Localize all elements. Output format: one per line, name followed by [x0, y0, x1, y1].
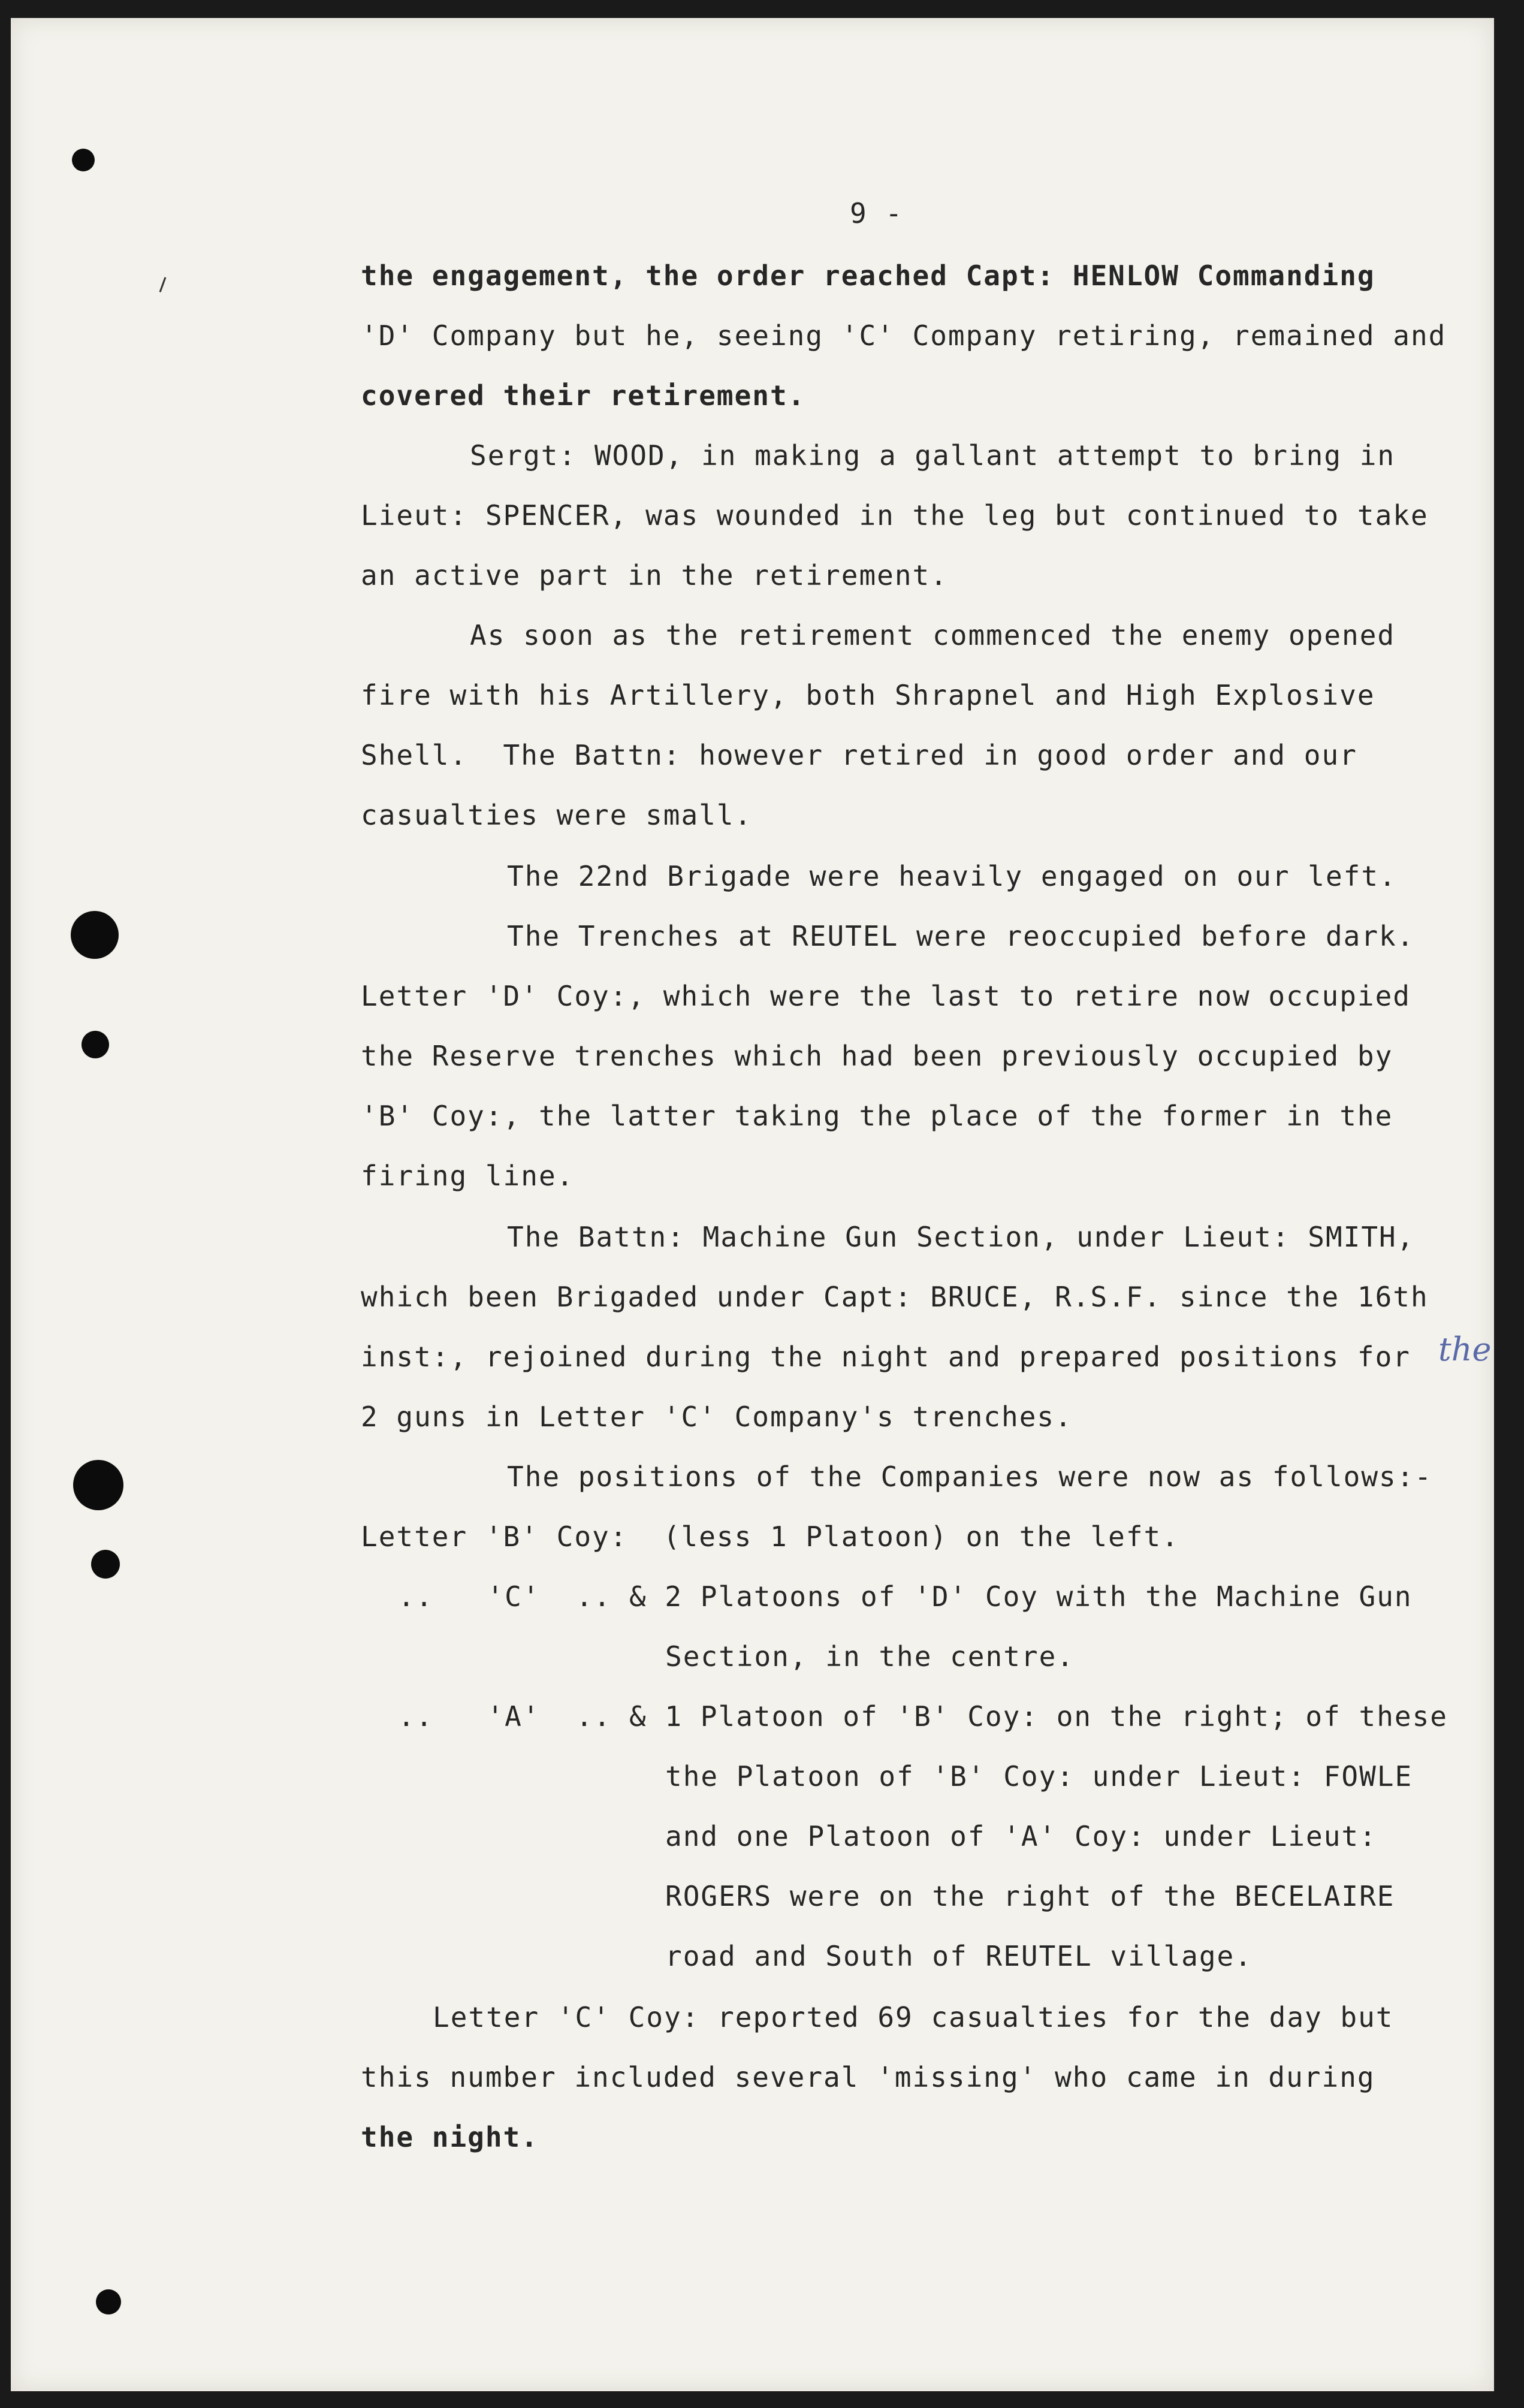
text-line: The positions of the Companies were now as follows:- — [507, 1461, 1433, 1493]
text-line: fire with his Artillery, both Shrapnel and High Explosive — [361, 679, 1375, 711]
text-line: casualties were small. — [361, 799, 753, 831]
handwritten-insert: the — [1438, 1330, 1492, 1368]
text-line: 'B' Coy:, the latter taking the place of the former in the — [361, 1100, 1393, 1132]
text-line: covered their retirement. — [361, 379, 806, 412]
text-line: the engagement, the order reached Capt: HENLOW Commanding — [361, 259, 1375, 292]
text-line: Letter 'B' Coy: (less 1 Platoon) on the left. — [361, 1520, 1179, 1553]
text-line: 'D' Company but he, seeing 'C' Company retiring, remained and — [361, 319, 1447, 352]
text-line: Letter 'C' Coy: reported 69 casualties for the day but — [433, 2001, 1394, 2033]
text-line: firing line. — [361, 1160, 575, 1192]
text-line: The Battn: Machine Gun Section, under Lieut: SMITH, — [507, 1221, 1415, 1253]
text-line: the Reserve trenches which had been previously occupied by — [361, 1040, 1393, 1072]
punch-hole — [82, 1031, 109, 1058]
document-page — [11, 18, 1494, 2391]
text-line: Lieut: SPENCER, was wounded in the leg but continued to take — [361, 499, 1429, 532]
text-line: an active part in the retirement. — [361, 559, 948, 592]
page-number: 9 - — [850, 197, 904, 230]
text-line: the Platoon of 'B' Coy: under Lieut: FOWLE — [665, 1760, 1413, 1793]
punch-hole — [96, 2289, 121, 2315]
text-line: Sergt: WOOD, in making a gallant attempt to bring in — [470, 439, 1396, 472]
text-line: The 22nd Brigade were heavily engaged on our left. — [507, 860, 1397, 892]
text-line: As soon as the retirement commenced the enemy opened — [470, 619, 1396, 651]
text-line: .. 'A' .. & 1 Platoon of 'B' Coy: on the right; of these — [398, 1700, 1448, 1733]
text-line: Shell. The Battn: however retired in good order and our — [361, 739, 1357, 771]
pencil-mark — [159, 277, 167, 292]
text-line: this number included several 'missing' who came in during — [361, 2061, 1375, 2093]
text-line: inst:, rejoined during the night and prepared positions for — [361, 1341, 1411, 1373]
text-line: 2 guns in Letter 'C' Company's trenches. — [361, 1401, 1073, 1433]
text-line: road and South of REUTEL village. — [665, 1940, 1253, 1972]
punch-hole — [72, 149, 95, 171]
text-line: the night. — [361, 2121, 539, 2153]
text-line: Section, in the centre. — [665, 1640, 1075, 1673]
text-line: ROGERS were on the right of the BECELAIRE — [665, 1880, 1395, 1912]
text-line: and one Platoon of 'A' Coy: under Lieut: — [665, 1820, 1377, 1852]
text-line: Letter 'D' Coy:, which were the last to retire now occupied — [361, 980, 1411, 1012]
punch-hole — [73, 1460, 123, 1510]
text-line: which been Brigaded under Capt: BRUCE, R.S.F. since the 16th — [361, 1281, 1429, 1313]
punch-hole — [71, 911, 119, 959]
text-line: The Trenches at REUTEL were reoccupied before dark. — [507, 920, 1415, 952]
punch-hole — [91, 1550, 120, 1579]
text-line: .. 'C' .. & 2 Platoons of 'D' Coy with the Machine Gun — [398, 1580, 1413, 1613]
